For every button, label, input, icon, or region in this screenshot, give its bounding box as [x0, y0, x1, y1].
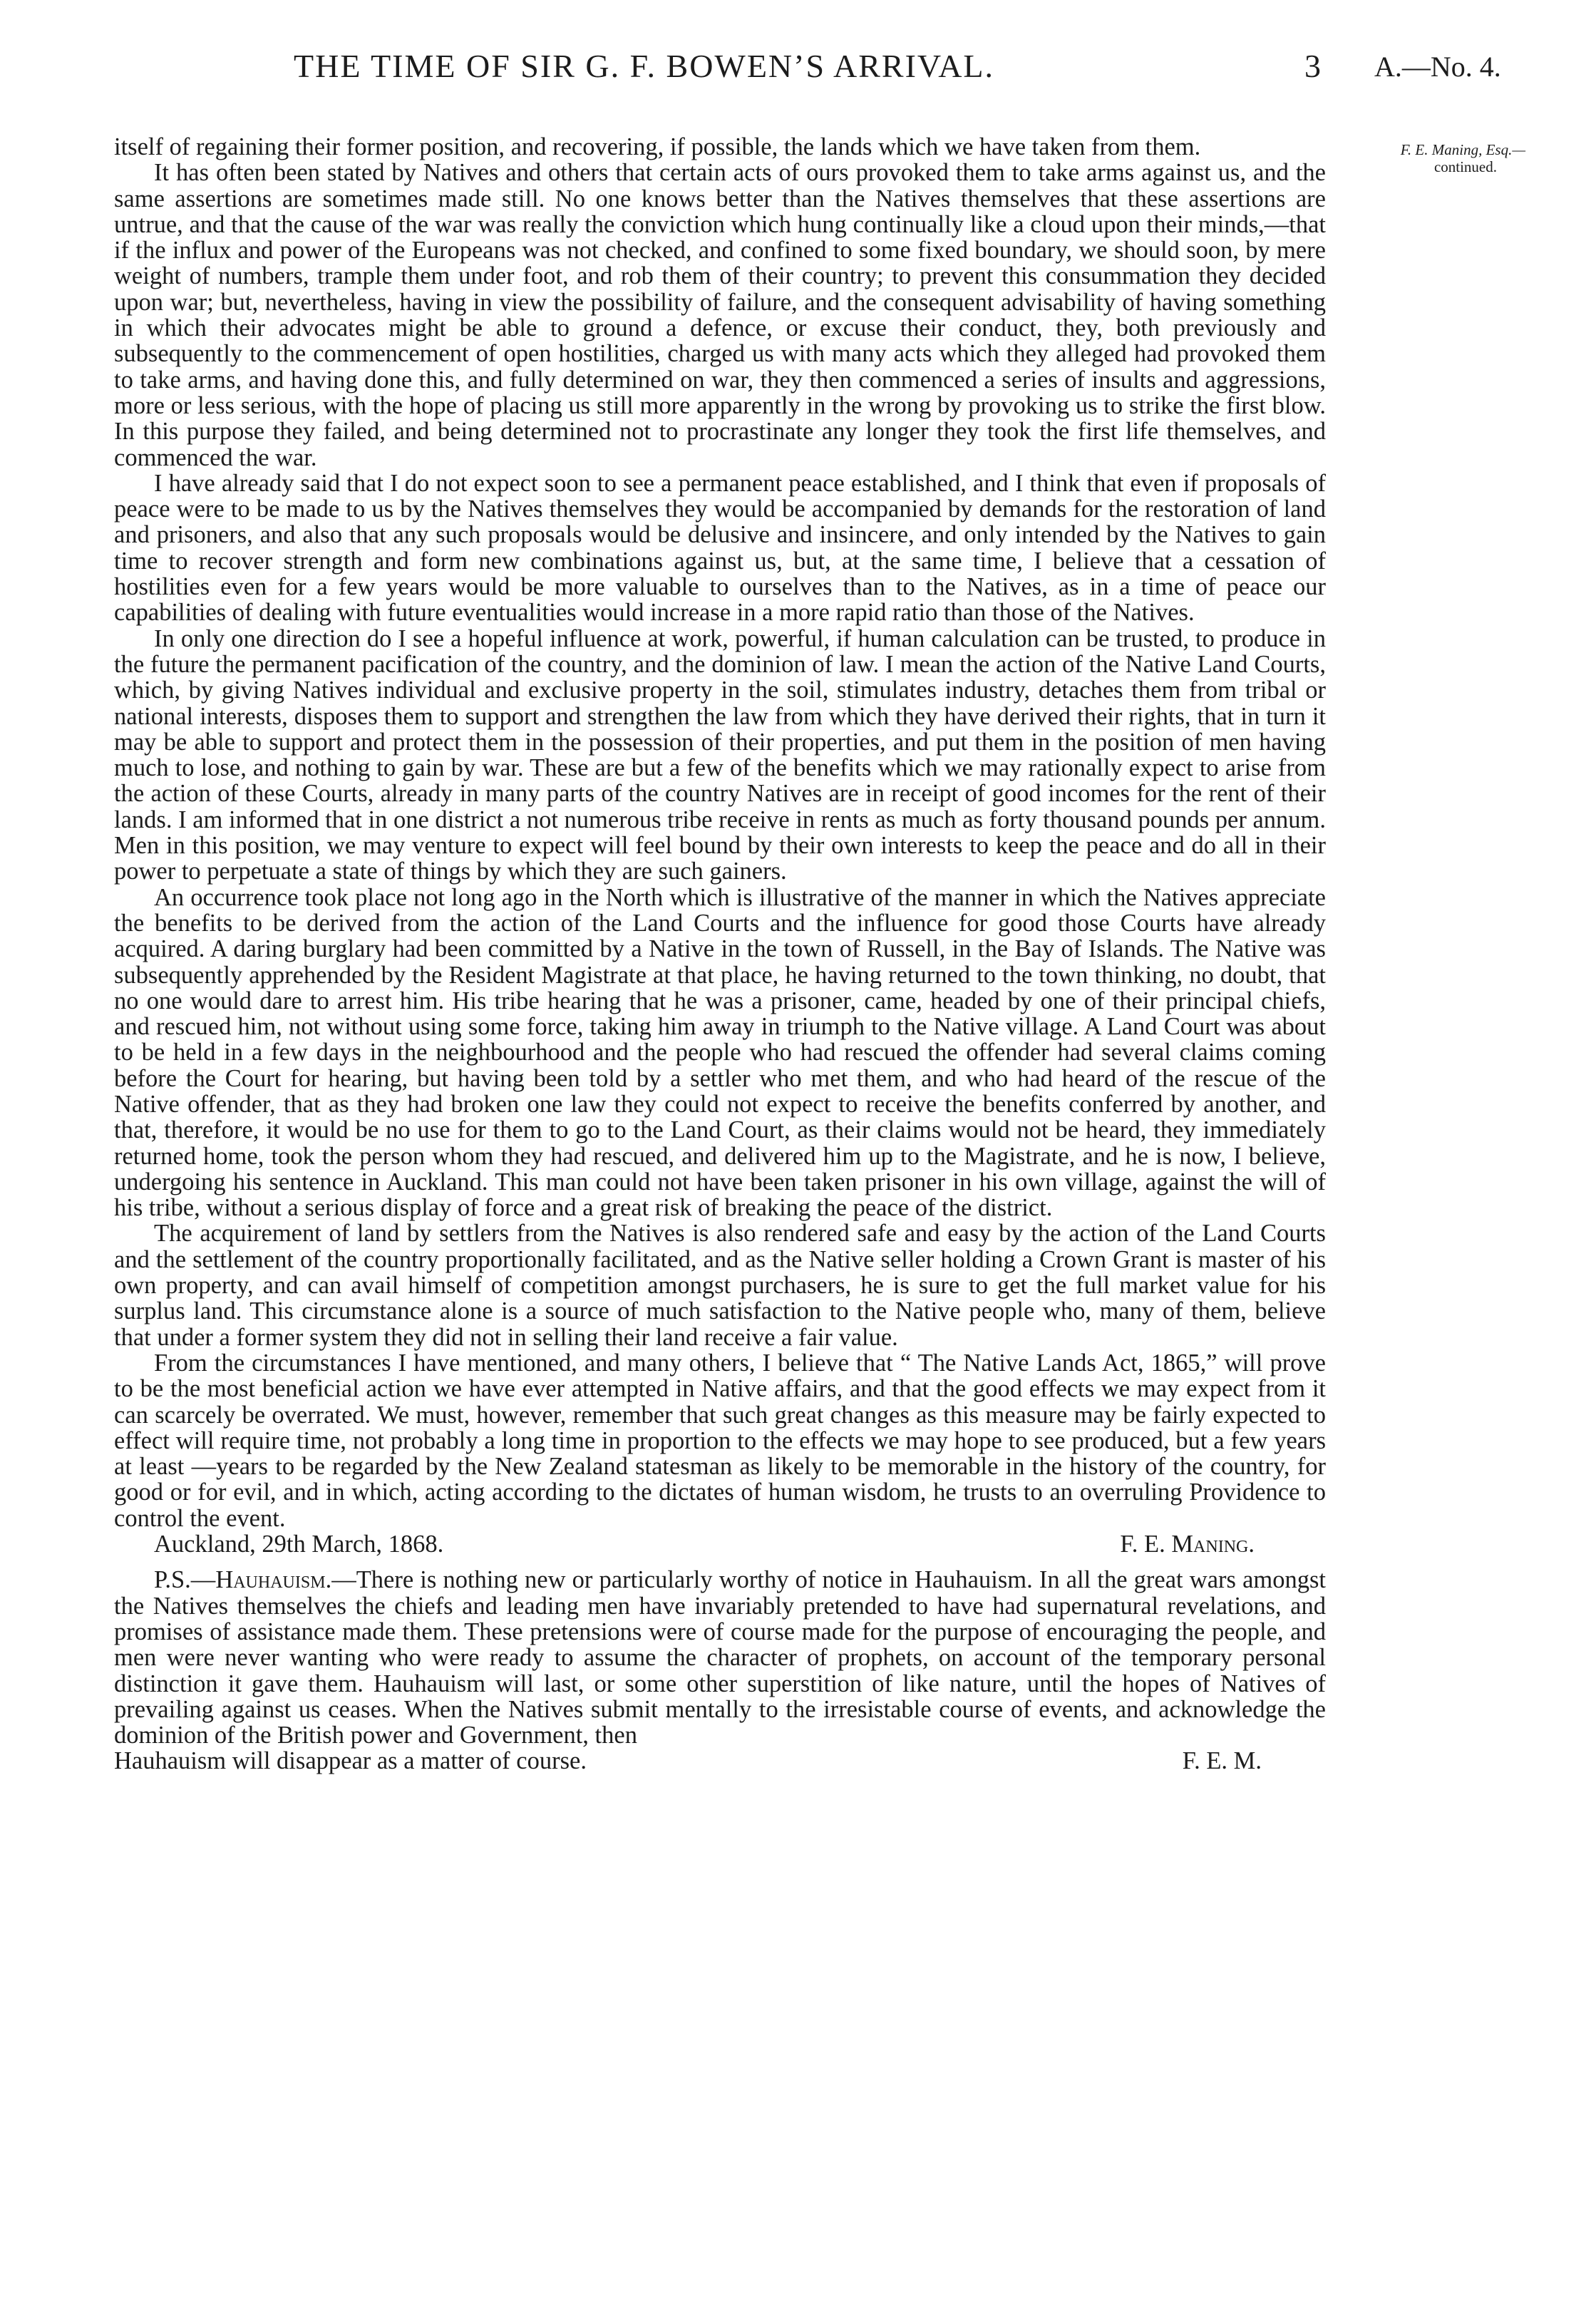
postscript-label: P.S.— [154, 1566, 216, 1594]
page-title: THE TIME OF SIR G. F. BOWEN’S ARRIVAL. [294, 48, 995, 84]
letter-body [114, 134, 1326, 1774]
paragraph: The acquirement of land by settlers from the Natives is also rendered safe and easy by the action of the Land Courts and the settlement of the country proportionally facilitated, and as the Native seller holding a Crown Grant is master of his own property, and can avail himself of competition amongst purchasers, he is sure to get the full market value for his surplus land. This circumstance alone is a source of much satisfaction to the Native people who, many of them, believe that under a former system they did not in selling their land receive a fair value. [114, 1220, 1326, 1351]
page-number: 3 [1304, 48, 1321, 84]
page-header [0, 47, 1591, 104]
margin-note [1340, 141, 1525, 175]
paragraph: I have already said that I do not expect soon to see a permanent peace established, and I think that even if proposals of peace were to be made to us by the Natives themselves they would be accompanied by demands for the restoration of land and prisoners, and also that any such proposals would be delusive and insincere, and only intended by the Natives to gain time to recover strength and form new combinations against us, but, at the same time, I believe that a cessation of hostilities even for a few years would be more valuable to ourselves than to the Natives, as in a time of peace our capabilities of dealing with future eventualities would increase in a more rapid ratio than those of the Natives. [114, 469, 1326, 627]
paragraph: In only one direction do I see a hopeful influence at work, powerful, if human calculation can be trusted, to produce in the future the permanent pacification of the country, and the dominion of law. I mean the action of the Native Land Courts, which, by giving Natives individual and exclusive property in the soil, stimulates industry, detaches them from tribal or national interests, disposes them to support and strengthen the law from which they have derived their rights, that in turn it may be able to support and protect them in the possession of their properties, and put them in the position of men having much to lose, and nothing to gain by war. These are but a few of the benefits which we may rationally expect to arise from the action of these Courts, already in many parts of the country Natives are in receipt of good incomes for the rent of their lands. I am informed that in one district a not numerous tribe receive in rents as much as forty thousand pounds per annum. Men in this position, we may venture to expect will feel bound by their own interests to keep the peace and do all in their power to perpetuate a state of things by which they are such gainers. [114, 624, 1326, 885]
paragraph: An occurrence took place not long ago in the North which is illustrative of the manner in which the Natives appreciate the benefits to be derived from the action of the Land Courts and the influence for good those Courts have already acquired. A daring burglary had been committed by a Native in the town of Russell, in the Bay of Islands. The Native was subsequently apprehended by the Resident Magistrate at that place, he having returned to the town thinking, no doubt, that no one would dare to arrest him. His tribe hearing that he was a prisoner, came, headed by one of their principal chiefs, and rescued him, not without using some force, taking him away in triumph to the Native village. A Land Court was about to be held in a few days in the neighbourhood and the people who had rescued the offender had several claims coming before the Court for hearing, but having been told by a settler who met them, and who had heard of the rescue of the Native offender, that as they had broken one law they could not expect to receive the benefits conferred by another, and that, therefore, it would be no use for them to go to the Land Court, as their claims would not be heard, they immediately returned home, took the person whom they had rescued, and delivered him up to the Magistrate, and he is now, I believe, undergoing his sentence in Auckland. This man could not have been taken prisoner in his own village, against the will of his tribe, without a serious display of force and a great risk of breaking the peace of the district. [114, 883, 1326, 1222]
paragraph: itself of regaining their former position, and recovering, if possible, the lands which we have taken from them. [114, 133, 1201, 160]
postscript-initials: F. E. M. [1182, 1747, 1262, 1775]
paragraph: It has often been stated by Natives and others that certain acts of ours provoked them to take arms against us, and the same assertions are sometimes made still. No one knows better than the Natives themselves that these assertions are untrue, and that the cause of the war was really the conviction which hung continually like a cloud upon their minds,—that if the influx and power of the Europeans was not checked, and confined to some fixed boundary, we should soon, by mere weight of numbers, trample them under foot, and rob them of their country; to prevent this consummation they decided upon war; but, nevertheless, having in view the possibility of failure, and the consequent advisability of having something in which their advocates might be able to ground a defence, or excuse their conduct, they, both previously and subsequently to the commencement of open hostilities, charged us with many acts which they alleged had provoked them to take arms, and having done this, and fully determined on war, they then commenced a series of insults and aggressions, more or less serious, with the hope of placing us still more apparently in the wrong by provoking us to strike the first blow. In this purpose they failed, and being determined not to procrastinate any longer they took the first life themselves, and commenced the war. [114, 159, 1326, 471]
postscript-final-text: Hauhauism will disappear as a matter of course. [114, 1747, 587, 1775]
document-reference: A.—No. 4. [1374, 51, 1501, 83]
signature-line [114, 1531, 1326, 1557]
signature-place-date: Auckland, 29th March, 1868. [154, 1531, 444, 1558]
signature-name: F. E. Maning. [1120, 1531, 1255, 1558]
postscript-heading: Hauhauism. [215, 1566, 332, 1594]
margin-note-author: F. E. Maning, Esq.— [1400, 141, 1525, 158]
postscript-text: —There is nothing new or particularly worthy of notice in Hauhauism. In all the great wars amongst the Natives themselves the chiefs and leading men have invariably pretended to have had supernatural revelations, and promises of assistance made them. These pretensions were of course made for the purpose of encouraging the people, and men were never wanting who were ready to assume the character of prophets, on account of the temporary personal distinction it gave them. Hauhauism will last, or some other superstition of like nature, until the hopes of Natives of prevailing against us ceases. When the Natives submit mentally to the irresistable course of events, and acknowledge the dominion of the British power and Government, then [114, 1566, 1326, 1749]
paragraph: From the circumstances I have mentioned, and many others, I believe that “ The Native Lands Act, 1865,” will prove to be the most beneficial action we have ever attempted in Native affairs, and that the good effects we may expect from it can scarcely be overrated. We must, however, remember that such great changes as this measure may be fairly expected to effect will require time, not probably a long time in proportion to the effects we may hope to see produced, but a few years at least —years to be regarded by the New Zealand statesman as likely to be memorable in the history of the country, for good or for evil, and in which, acting according to the dictates of human wisdom, he trusts to an overruling Providence to control the event. [114, 1349, 1326, 1532]
margin-note-continued: continued. [1433, 158, 1497, 175]
postscript-paragraph [114, 1567, 1326, 1748]
postscript-final-line [114, 1748, 1326, 1774]
spacer [114, 1557, 1326, 1567]
